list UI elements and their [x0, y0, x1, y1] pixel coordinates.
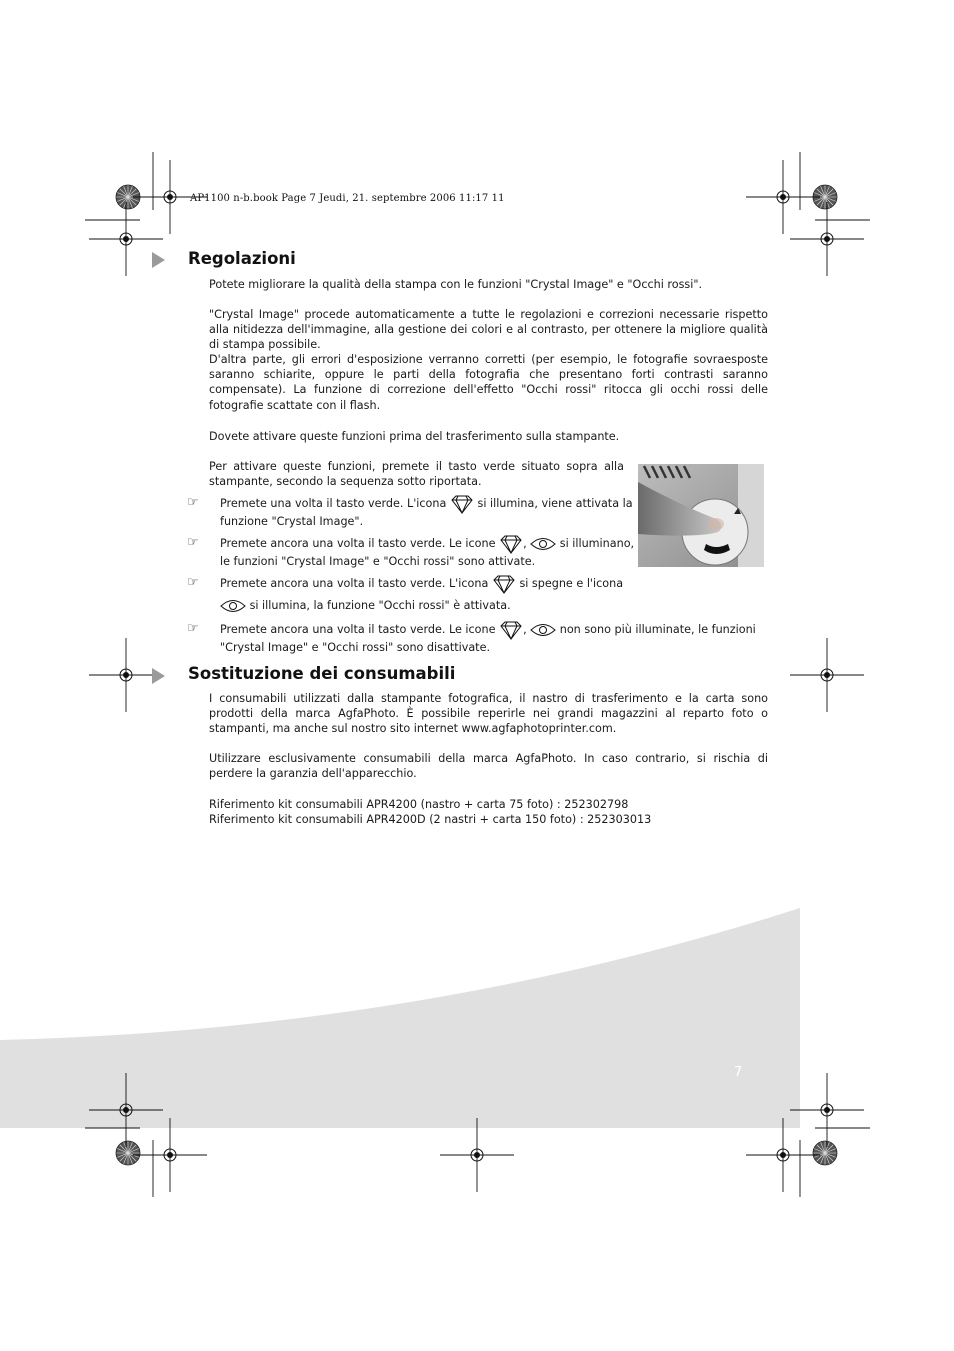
exposure-text: D'altra parte, gli errori d'esposizione verranno corretti (per esempio, le fotografie sovraesposte saranno schiarite, oppure le parti della fotografia che presentano forti contrasti saranno compensate). La funzione di correzione dell'effetto "Occhi rossi" ritocca gli occhi rossi delle fotografie scattate con il flash. — [209, 353, 768, 412]
website-link[interactable]: www.agfaphotoprinter.com — [461, 722, 613, 736]
section-title-sostituzione: Sostituzione dei consumabili — [188, 664, 456, 683]
bullet-4-line-1 — [220, 620, 768, 640]
pointing-hand-icon: ☞ — [187, 621, 199, 636]
intro-paragraph: Potete migliorare la qualità della stampa con le funzioni "Crystal Image" e "Occhi rossi". — [209, 278, 703, 291]
crystal-diamond-icon — [492, 574, 516, 594]
consumables-text-b: . È possibile reperirle nei grandi magazzini al reparto foto o stampanti, ma anche sul nostro sito internet — [209, 707, 768, 736]
reference-2-model: APR4200D — [366, 813, 426, 826]
crystal-image-text: "Crystal Image" procede automaticamente a tutte le regolazioni e correzioni necessarie rispetto alla nitidezza dell'immagine, alla gestione dei colori e al contrasto, per ottenere la migliore qualità di stampa possibile. — [209, 308, 768, 352]
warranty-paragraph — [209, 751, 768, 781]
book-header-line: AP1100 n-b.book Page 7 Jeudi, 21. septembre 2006 11:17 11 — [190, 193, 505, 204]
bullet-1-line-1 — [220, 494, 633, 514]
eye-icon — [530, 536, 556, 552]
reference-2-description: (2 nastri + carta 150 foto) : — [429, 813, 584, 826]
crystal-image-paragraph — [209, 307, 768, 353]
bullet-2-comma: , — [523, 537, 527, 550]
page-number: 7 — [734, 1065, 743, 1080]
bullet-3-text-b: si spegne e l'icona — [519, 577, 624, 590]
reference-1-model: APR4200 — [366, 798, 418, 811]
reference-1-description: (nastro + carta 75 foto) : — [420, 798, 561, 811]
bullet-3-line-1 — [220, 574, 623, 594]
bullet-4-comma: , — [523, 623, 527, 636]
bullet-4-text-a: Premete ancora una volta il tasto verde. Le icone — [220, 623, 496, 636]
bullet-4-text-c: non sono più illuminate, le funzioni — [559, 623, 756, 636]
section-title-regolazioni: Regolazioni — [188, 249, 296, 268]
crystal-diamond-icon — [450, 494, 474, 514]
bullet-4-line-2: "Crystal Image" e "Occhi rossi" sono disattivate. — [220, 641, 491, 654]
bullet-1-text-b: si illumina, viene attivata la — [477, 497, 633, 510]
activate-how-paragraph: Per attivare queste funzioni, premete il tasto verde situato sopra alla stampante, secondo la sequenza sotto riportata. — [209, 460, 624, 489]
eye-icon — [530, 622, 556, 638]
warranty-text-b: . In caso contrario, si rischia di perdere la garanzia dell'apparecchio. — [209, 752, 768, 781]
bullet-2-line-2: le funzioni "Crystal Image" e "Occhi rossi" sono attivate. — [220, 555, 536, 568]
reference-2-label: Riferimento kit consumabili — [209, 813, 363, 826]
crystal-diamond-icon — [499, 534, 523, 554]
reference-1-code: 252302798 — [564, 798, 629, 811]
bullet-2-line-1 — [220, 534, 634, 554]
reference-2-code: 252303013 — [587, 813, 652, 826]
pointing-hand-icon: ☞ — [187, 535, 199, 550]
bullet-3-text-c: si illumina, la funzione "Occhi rossi" è attivata. — [249, 599, 511, 612]
exposure-paragraph — [209, 352, 768, 413]
bullet-3-line-2 — [220, 598, 511, 614]
consumables-period: . — [612, 722, 617, 736]
reference-line-1 — [209, 797, 768, 812]
section-arrow-icon — [152, 252, 165, 268]
crystal-diamond-icon — [499, 620, 523, 640]
consumables-paragraph — [209, 691, 768, 737]
reference-line-2 — [209, 812, 768, 827]
bullet-1-line-2: funzione "Crystal Image". — [220, 515, 364, 528]
bullet-3-text-a: Premete ancora una volta il tasto verde. L'icona — [220, 577, 489, 590]
warranty-text-a: Utilizzare esclusivamente consumabili della marca — [209, 752, 509, 765]
pointing-hand-icon: ☞ — [187, 495, 199, 510]
bullet-2-text-a: Premete ancora una volta il tasto verde. Le icone — [220, 537, 496, 550]
activate-before-paragraph: Dovete attivare queste funzioni prima del trasferimento sulla stampante. — [209, 430, 620, 443]
reference-1-label: Riferimento kit consumabili — [209, 798, 363, 811]
consumables-text-a: I consumabili utilizzati dalla stampante fotografica, il nastro di trasferimento e la carta sono prodotti della marca — [209, 692, 768, 721]
pointing-hand-icon: ☞ — [187, 575, 199, 590]
section-arrow-icon — [152, 668, 165, 684]
brand-name: AgfaPhoto — [338, 707, 396, 721]
bullet-1-text-a: Premete una volta il tasto verde. L'icona — [220, 497, 447, 510]
eye-icon — [220, 598, 246, 614]
printer-button-photo — [638, 464, 764, 567]
brand-name: AgfaPhoto — [515, 752, 573, 765]
bullet-2-text-c: si illuminano, — [559, 537, 635, 550]
